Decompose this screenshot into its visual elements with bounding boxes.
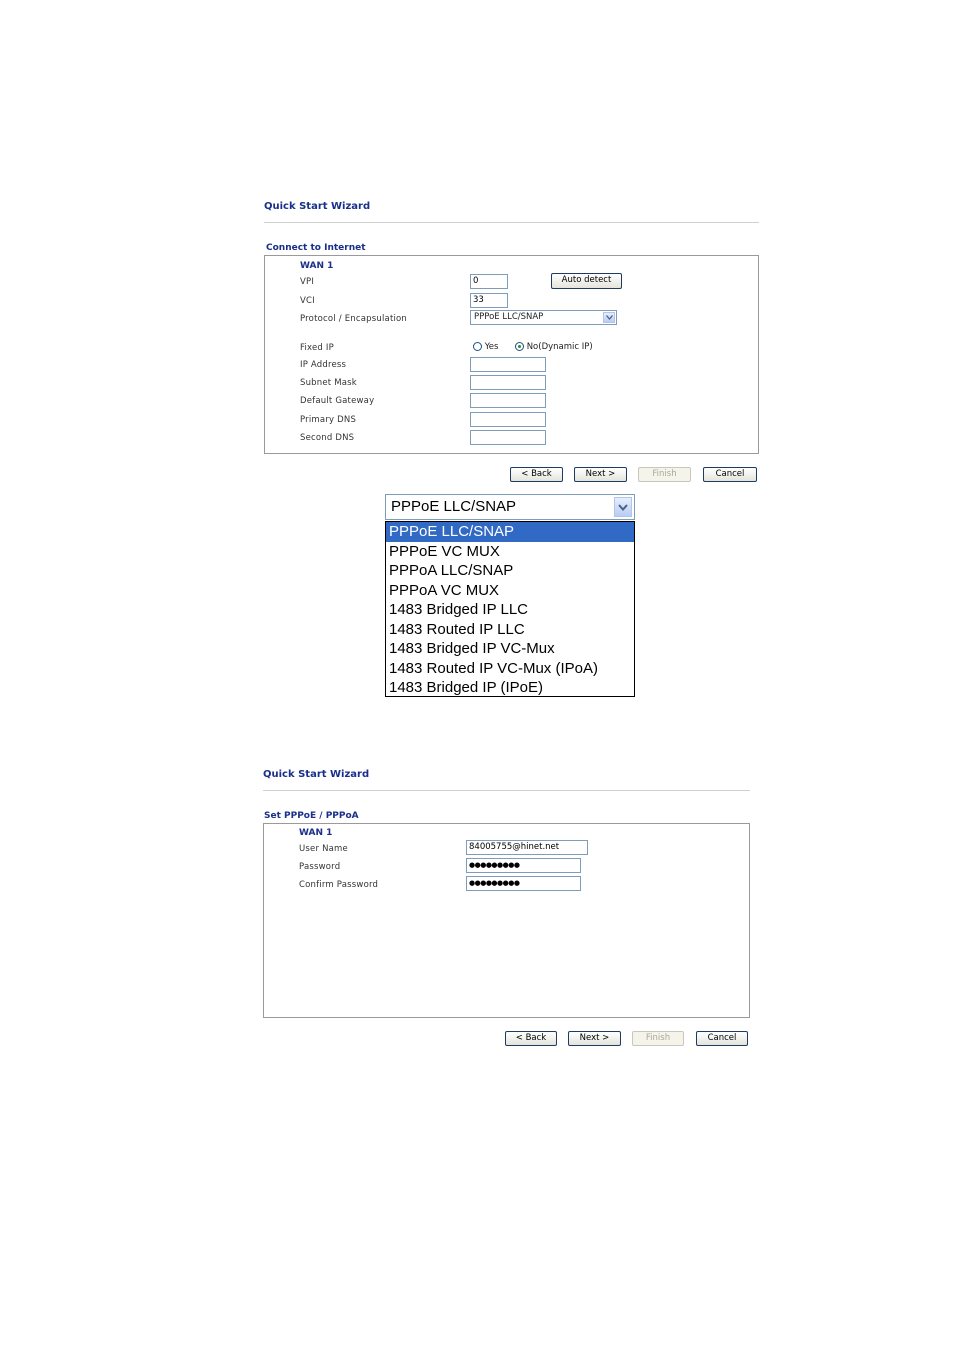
encapsulation-options-list [385, 521, 635, 697]
chevron-down-icon[interactable] [603, 312, 615, 323]
primary-dns-label: Primary DNS [300, 415, 357, 425]
cancel-button[interactable]: Cancel [696, 1031, 748, 1046]
wan-label: WAN 1 [299, 828, 333, 838]
option-1483-bridged-ip-llc[interactable]: 1483 Bridged IP LLC [389, 601, 528, 618]
fixed-ip-no-option[interactable] [515, 342, 593, 352]
vci-label: VCI [300, 296, 315, 306]
wizard2-section-title: Set PPPoE / PPPoA [264, 811, 359, 821]
option-1483-routed-ip-llc[interactable]: 1483 Routed IP LLC [389, 620, 525, 638]
wizard1-divider [264, 222, 759, 223]
fixed-ip-label: Fixed IP [300, 343, 334, 353]
wizard2-panel [263, 823, 750, 1018]
cancel-button[interactable]: Cancel [703, 467, 757, 482]
vpi-label: VPI [300, 277, 315, 287]
option-pppoa-llc-snap[interactable]: PPPoA LLC/SNAP [389, 562, 514, 579]
password-label: Password [299, 862, 341, 872]
protocol-label: Protocol / Encapsulation [300, 314, 408, 324]
vpi-input[interactable]: 0 [470, 274, 508, 289]
encapsulation-dropdown[interactable] [385, 494, 635, 520]
confirm-password-label: Confirm Password [299, 880, 379, 890]
option-1483-bridged-ip-vc-mux[interactable]: 1483 Bridged IP VC-Mux [389, 640, 555, 657]
wizard2-divider [263, 790, 750, 791]
wizard2-title: Quick Start Wizard [263, 769, 370, 780]
option-1483-bridged-ip-ipoe[interactable]: 1483 Bridged IP (IPoE) [389, 679, 543, 696]
chevron-down-icon[interactable] [614, 497, 632, 517]
next-button[interactable]: Next > [568, 1031, 621, 1046]
option-pppoe-vc-mux[interactable]: PPPoE VC MUX [389, 542, 500, 560]
option-pppoe-llc-snap[interactable]: PPPoE LLC/SNAP [386, 522, 634, 542]
fixed-ip-yes-label: Yes [484, 342, 499, 352]
option-pppoa-vc-mux[interactable]: PPPoA VC MUX [389, 581, 500, 599]
radio-no-icon[interactable] [515, 342, 524, 351]
protocol-select-value: PPPoE LLC/SNAP [474, 312, 544, 322]
radio-yes-icon[interactable] [473, 342, 482, 351]
second-dns-input[interactable] [470, 430, 546, 445]
subnet-mask-input[interactable] [470, 375, 546, 390]
auto-detect-button[interactable]: Auto detect [551, 273, 622, 289]
subnet-mask-label: Subnet Mask [300, 378, 357, 388]
primary-dns-input[interactable] [470, 412, 546, 427]
wan-label: WAN 1 [300, 261, 334, 271]
protocol-select[interactable] [470, 310, 617, 325]
finish-button[interactable]: Finish [638, 467, 691, 482]
password-input[interactable]: ●●●●●●●●● [466, 858, 581, 873]
username-input[interactable]: 84005755@hinet.net [466, 840, 588, 855]
back-button[interactable]: < Back [505, 1031, 557, 1046]
finish-button[interactable]: Finish [632, 1031, 684, 1046]
fixed-ip-no-label: No(Dynamic IP) [526, 342, 593, 352]
username-label: User Name [299, 844, 348, 854]
second-dns-label: Second DNS [300, 433, 355, 443]
wizard1-title: Quick Start Wizard [264, 201, 371, 212]
ip-address-input[interactable] [470, 357, 546, 372]
default-gateway-label: Default Gateway [300, 396, 375, 406]
default-gateway-input[interactable] [470, 393, 546, 408]
vci-input[interactable]: 33 [470, 293, 508, 308]
wizard1-panel [264, 255, 759, 454]
option-1483-routed-ip-vc-mux-ipoa[interactable]: 1483 Routed IP VC-Mux (IPoA) [389, 659, 598, 677]
back-button[interactable]: < Back [510, 467, 563, 482]
next-button[interactable]: Next > [574, 467, 627, 482]
wizard1-section-title: Connect to Internet [266, 243, 366, 253]
confirm-password-input[interactable]: ●●●●●●●●● [466, 876, 581, 891]
ip-address-label: IP Address [300, 360, 347, 370]
dropdown-selected-value: PPPoE LLC/SNAP [391, 498, 517, 515]
fixed-ip-yes-option[interactable] [473, 342, 498, 352]
